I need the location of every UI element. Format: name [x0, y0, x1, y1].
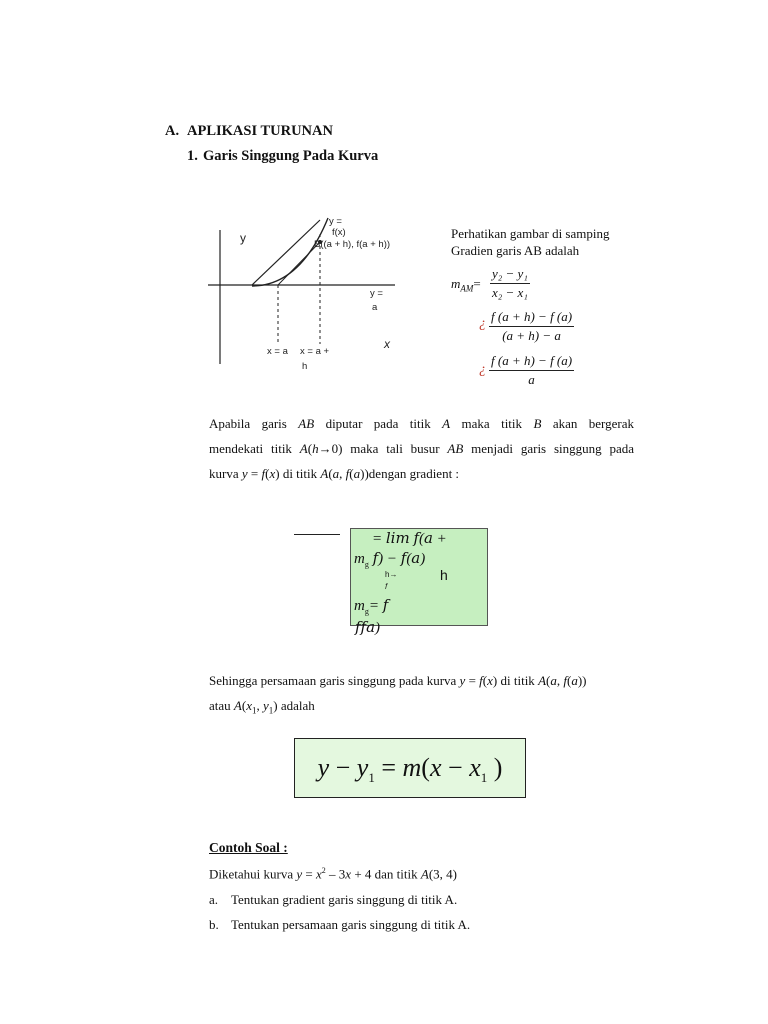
red-mark-2: ¿: [479, 362, 486, 377]
x-ah-label-2: h: [302, 361, 308, 372]
lim-subscript: h→: [385, 570, 398, 579]
greenbox-row-1: = 𝑙𝑖𝑚 𝑓(𝑎 +: [372, 531, 447, 547]
y-axis-label: y: [240, 231, 246, 245]
fraction-bar-left: [294, 534, 340, 535]
example-item-a: a. Tentukan gradient garis singgung di titik A.: [209, 892, 458, 907]
paragraph-1-line-3: kurva y = f(x) di titik A(a, f(a))dengan gradient :: [209, 466, 460, 481]
fraction-1: $\frac{\text{y₂ − y₁}}{\text{x₂ − x₁}}$: [492, 266, 528, 300]
section-title: APLIKASI TURUNAN: [187, 123, 333, 139]
tangent-label-2: a: [372, 302, 378, 313]
greenbox-row-3: $m_g=$ 𝑓: [354, 598, 389, 616]
curve-label-1: y =: [329, 216, 342, 227]
greenbox-row-2: $m_g$ 𝑓) − 𝑓(𝑎): [354, 551, 426, 569]
section-number: A.: [165, 123, 180, 139]
subsection-title: Garis Singgung Pada Kurva: [203, 148, 379, 164]
subsection-heading: [187, 148, 378, 165]
fraction-3: $\frac{f (a + h) - f (a)}{a}$: [491, 353, 573, 387]
subsection-number: 1.: [187, 148, 198, 164]
red-mark-1: ¿: [479, 316, 486, 331]
example-item-b: b. Tentukan persamaan garis singgung di titik A.: [209, 917, 471, 932]
paragraph-1: [209, 411, 634, 486]
tangent-equation-box: $y - y_1 = m(x - x_1$ ): [294, 738, 526, 798]
curve-fx: [252, 218, 328, 286]
curve-label-2: f(x): [332, 227, 346, 238]
section-heading: [165, 123, 333, 140]
lim-subscript-2: 𝑓: [385, 582, 388, 591]
example-title: Contoh Soal :: [209, 840, 288, 855]
greenbox-row-4: 𝑓𝑓𝑎): [355, 620, 381, 636]
paragraph-2-line-1: Sehingga persamaan garis singgung pada kurva y = f(x) di titik A(a, f(a)): [209, 673, 587, 688]
x-ah-label-1: x = a +: [300, 346, 330, 357]
paragraph-1-line-2: mendekati titik A(h→0) maka tali busur AB menjadi garis singgung pada: [209, 441, 635, 456]
tangent-label-1: y =: [370, 288, 383, 299]
h-denominator: h: [440, 567, 448, 583]
x-a-label: x = a: [267, 346, 288, 357]
side-line-2: Gradien garis AB adalah: [451, 243, 580, 258]
paragraph-2: [209, 668, 634, 724]
point-b-label: B((a + h), f(a + h)): [314, 239, 391, 250]
example-problem: Diketahui kurva $y = x^2 - 3x + 4$ dan titik A(3, 4): [209, 866, 457, 882]
m-am-label: $m_{AM}=$: [451, 276, 481, 294]
fraction-2: $\frac{f (a + h) - f (a)}{(a + h) - a}$: [491, 309, 573, 343]
side-line-1: Perhatikan gambar di samping: [451, 226, 610, 241]
paragraph-1-line-1: Apabila garis AB diputar pada titik A maka titik B akan bergerak: [209, 416, 635, 431]
paragraph-2-line-2: atau $A(x_1$, $y_1$) adalah: [209, 698, 315, 716]
x-axis-label: x: [384, 337, 390, 351]
